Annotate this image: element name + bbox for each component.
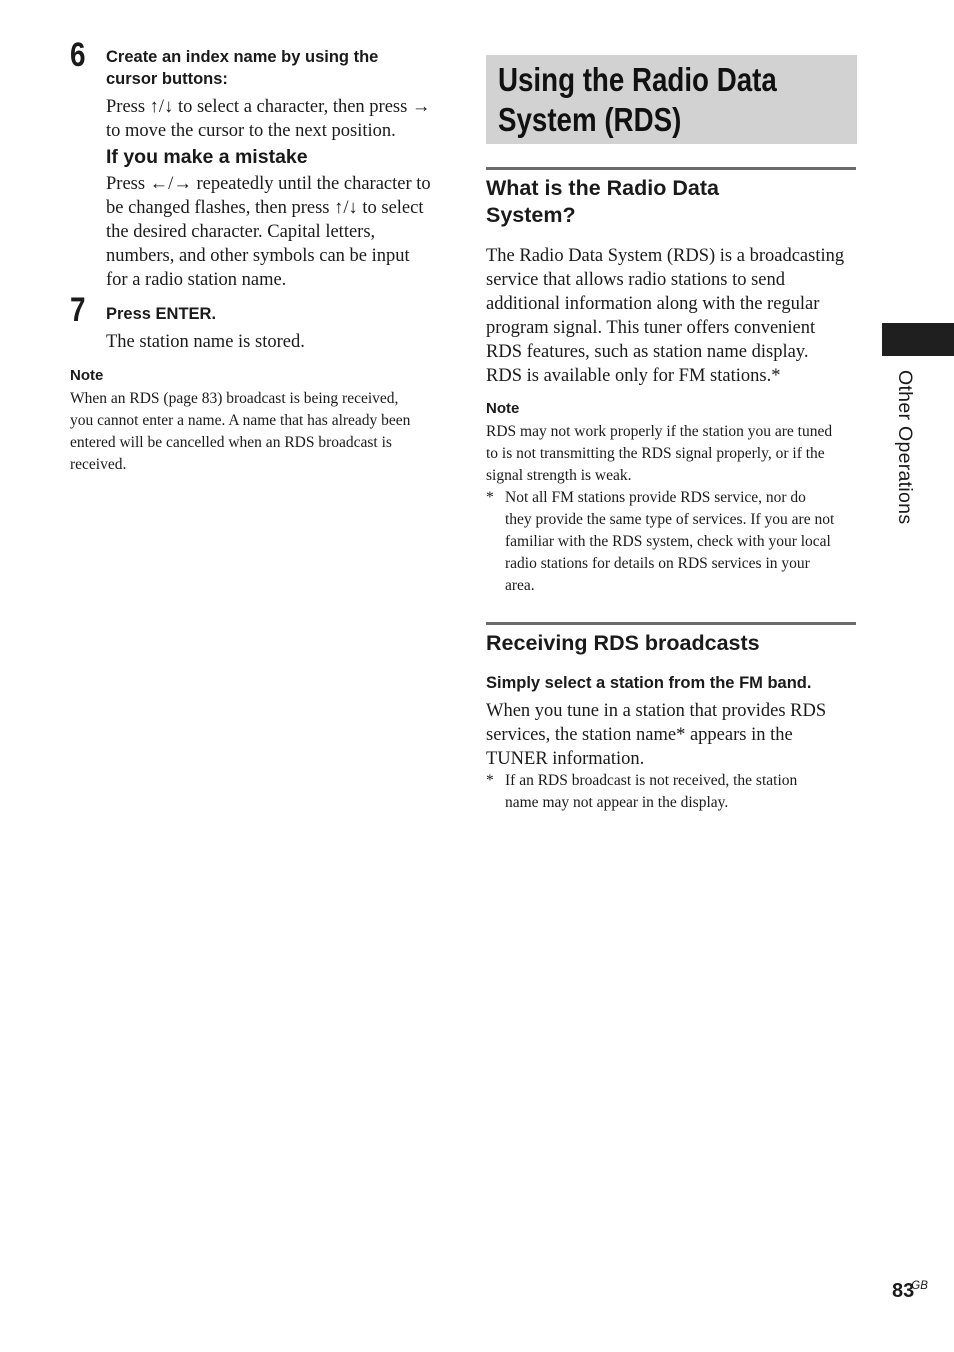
left-note-label: Note	[70, 367, 104, 384]
step-6-title: Create an index name by using the cursor buttons:	[106, 48, 379, 88]
section-2-heading: Receiving RDS broadcasts	[486, 631, 760, 655]
side-tab-label: Other Operations	[894, 370, 916, 525]
footnote-marker: *	[486, 489, 494, 506]
step-number-7: 7	[70, 291, 86, 329]
mistake-body: Press ←/→ repeatedly until the character to be changed flashes, then press ↑/↓ to select the desired character. Capital letters, numbers, and other symbols can be input for a radio station name.	[106, 174, 431, 290]
left-note-body: When an RDS (page 83) broadcast is being received, you cannot enter a name. A name that has already been entered will be cancelled when an RDS broadcast is received.	[70, 390, 411, 473]
right-note-body: RDS may not work properly if the station you are tuned to is not transmitting the RDS signal properly, or if the signal strength is weak.	[486, 423, 833, 484]
mistake-heading: If you make a mistake	[106, 146, 308, 168]
step-number-6: 6	[70, 36, 86, 74]
section-2-instruction: Simply select a station from the FM band.	[486, 674, 812, 692]
section-rule-2	[486, 622, 856, 625]
section-rule-1	[486, 167, 856, 170]
step-7-body: The station name is stored.	[106, 332, 305, 352]
page-number: $83^{GB}$	[892, 1280, 928, 1302]
section-title: Using the Radio Data System (RDS)	[498, 61, 777, 138]
step-7-title: Press ENTER.	[106, 305, 217, 323]
footnote-marker: *	[486, 772, 494, 789]
side-tab-marker	[882, 323, 954, 356]
section-2-body: When you tune in a station that provides RDS services, the station name* appears in the TUNER information.	[486, 701, 827, 769]
step-6-body: Press ↑/↓ to select a character, then press → to move the cursor to the next position.	[106, 97, 431, 141]
section-2-footnote: * If an RDS broadcast is not received, the station name may not appear in the display.	[486, 772, 798, 811]
section-1-heading: What is the Radio Data System?	[486, 176, 719, 227]
section-1-body: The Radio Data System (RDS) is a broadcasting service that allows radio stations to send additional information along with the regular program signal. This tuner offers convenient RDS features, such as station name display. RDS is available only for FM stations.*	[486, 246, 845, 386]
section-title-box	[486, 55, 857, 144]
section-1-footnote: * Not all FM stations provide RDS service, nor do they provide the same type of services. If you are not familiar with the RDS system, check with your local radio stations for details on RDS services in your area.	[486, 489, 835, 594]
right-note-label: Note	[486, 400, 520, 417]
